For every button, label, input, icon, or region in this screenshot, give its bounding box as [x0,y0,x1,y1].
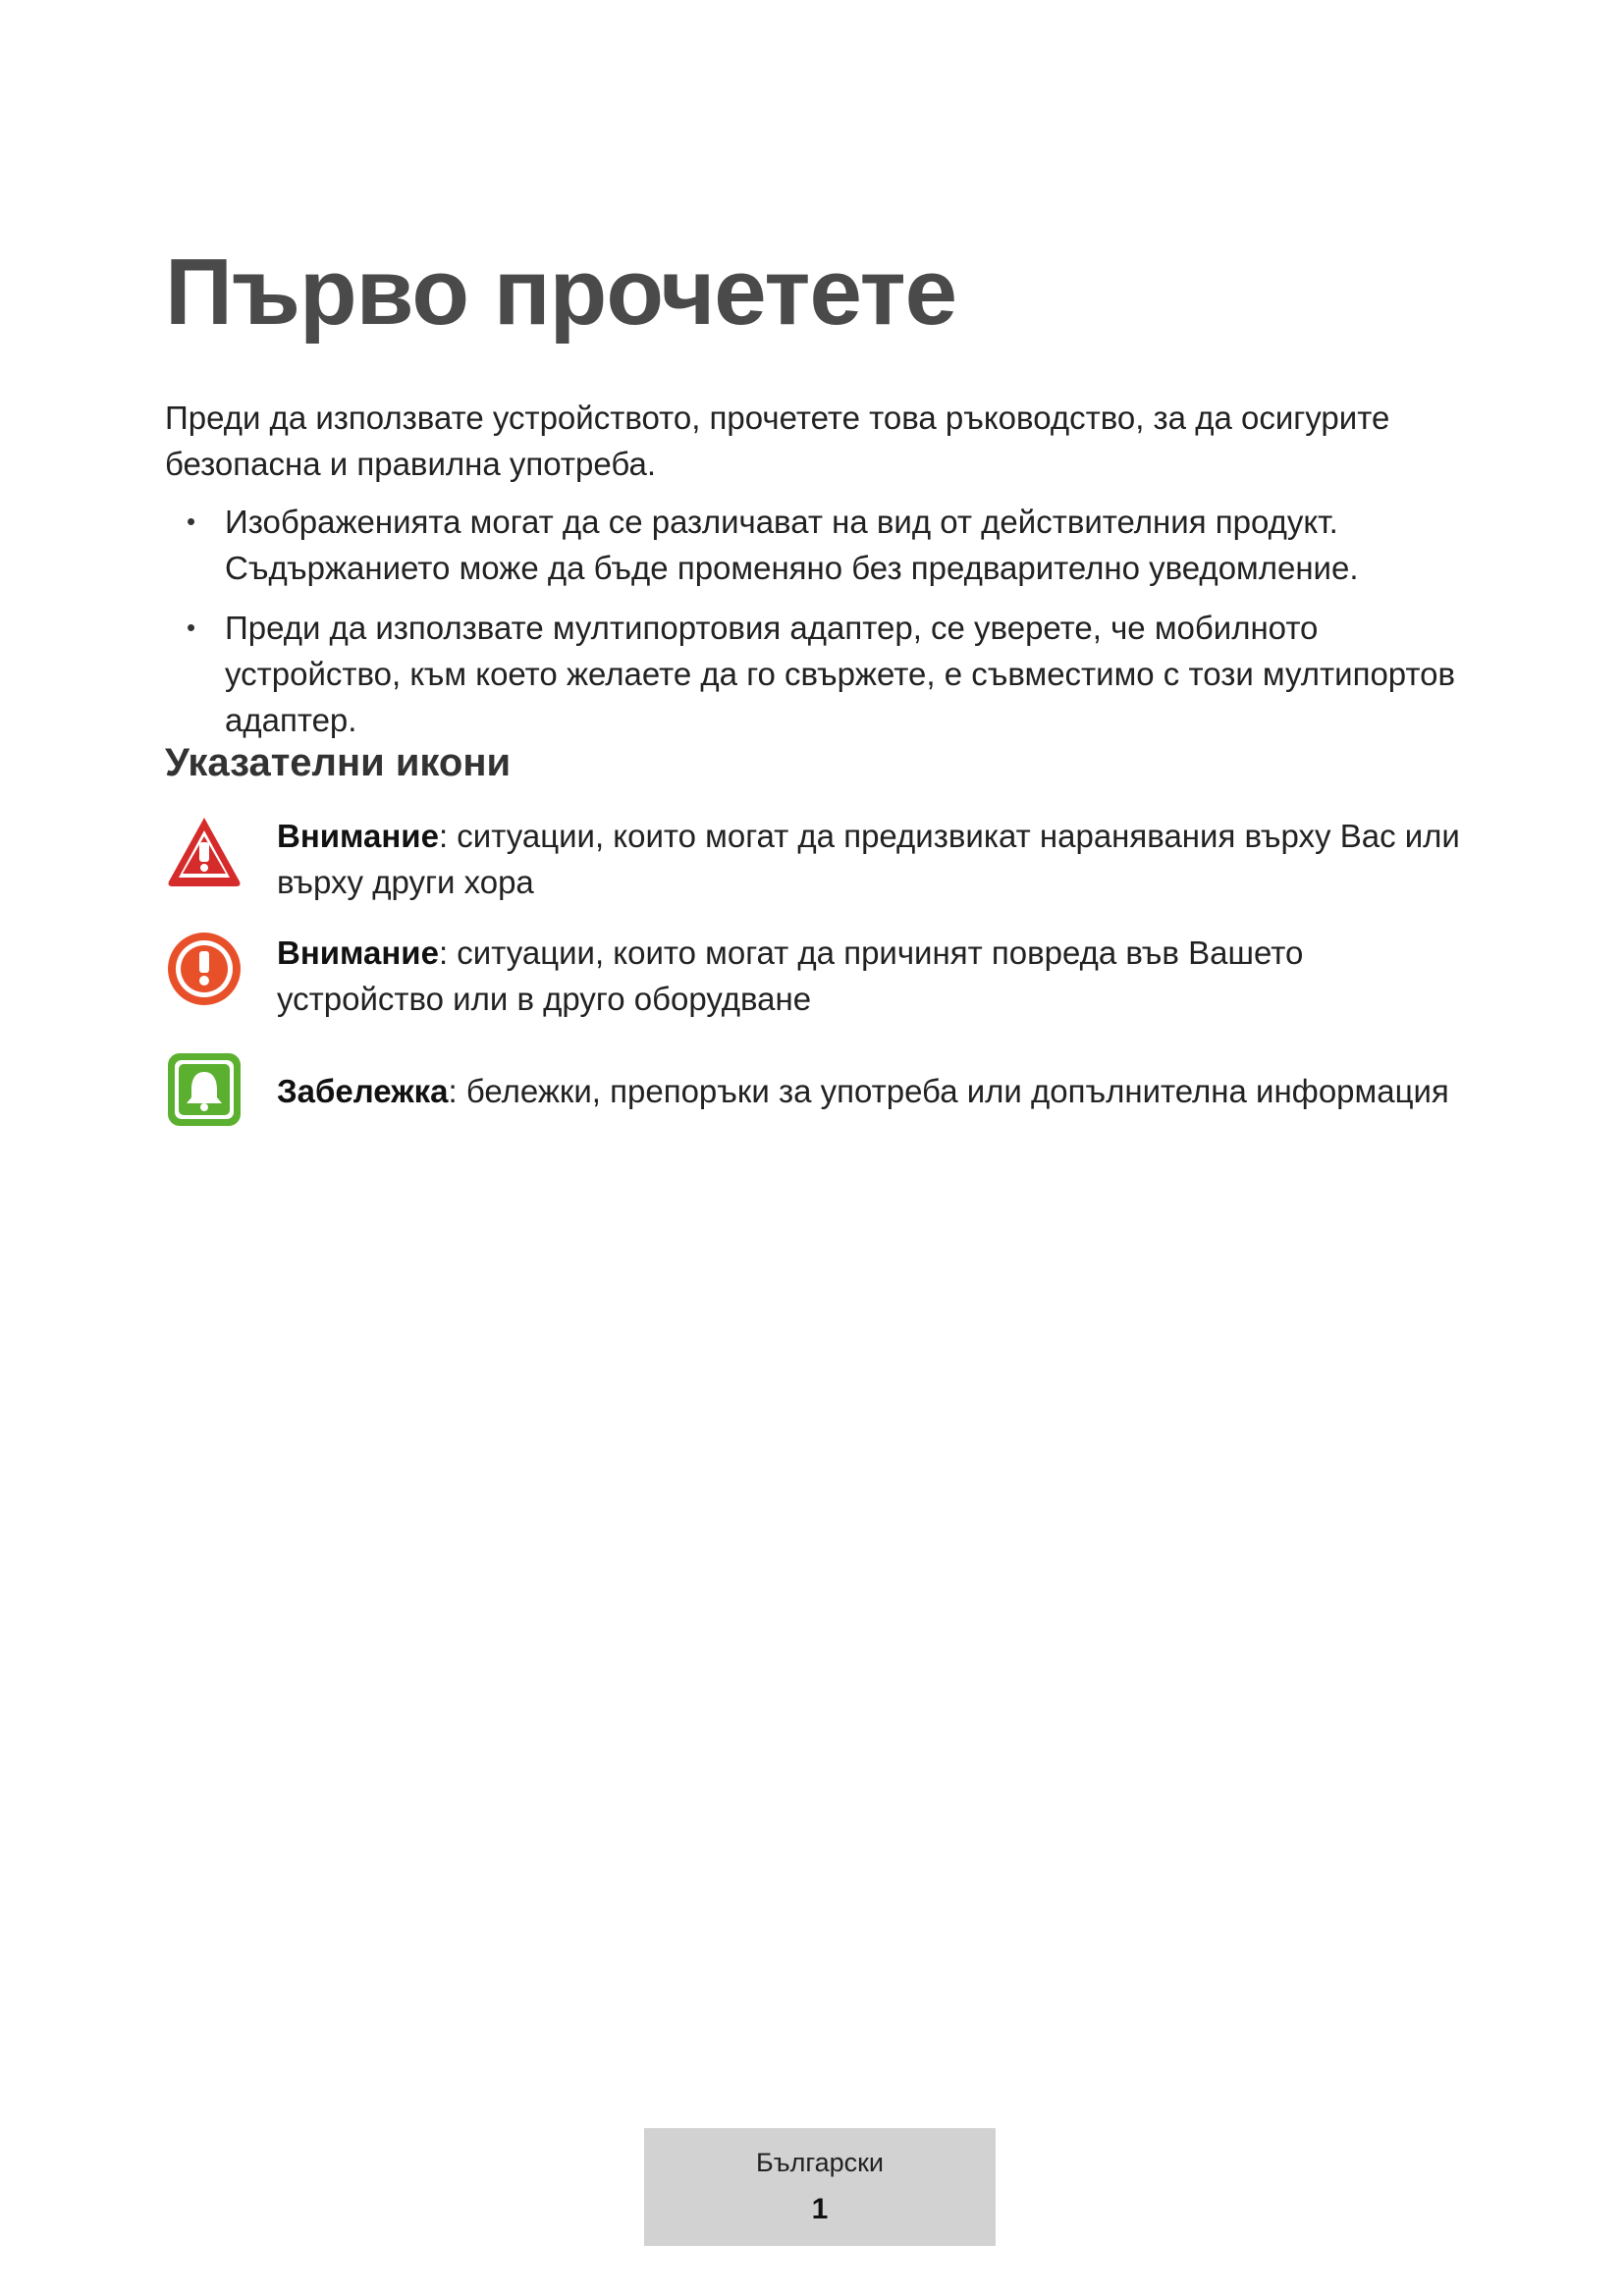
icon-legend-text [277,930,1475,1022]
bullet-text: Изображенията могат да се различават на вид от действителния продукт. Съдържанието може да бъде променяно без предварително уведомление. [225,504,1359,586]
icon-legend-text [277,813,1475,905]
icon-legend-term: Внимание [277,818,439,854]
page-number: 1 [811,2193,829,2225]
intro-paragraph: Преди да използвате устройството, прочетете това ръководство, за да осигурите безопасна и правилна употреба. [165,400,1390,482]
note-bell-icon [165,1050,244,1129]
caution-circle-icon [165,930,244,1008]
icon-legend-description: : ситуации, които могат да причинят повреда във Вашето устройство или в друго оборудване [277,934,1304,1017]
icon-legend-description: : ситуации, които могат да предизвикат наранявания върху Вас или върху други хора [277,818,1460,900]
page-footer [644,2128,996,2246]
list-item [165,499,1481,591]
warning-triangle-icon [165,813,244,891]
bullet-text: Преди да използвате мултипортовия адаптер, се уверете, че мобилното устройство, към което желаете да го свържете, е съвместимо с този мултипортов адаптер. [225,610,1456,738]
bullet-list [165,499,1481,757]
icon-legend-term: Внимание [277,934,439,971]
icon-legend-description: : бележки, препоръки за употреба или допълнителна информация [448,1073,1449,1109]
page-title: Първо прочетете [165,240,956,345]
bullet-dot-icon: • [187,507,196,536]
section-heading: Указателни икони [165,741,512,784]
icon-legend-term: Забележка [277,1073,449,1109]
footer-language: Български [755,2148,885,2177]
list-item [165,605,1481,743]
bullet-dot-icon: • [187,613,196,642]
icon-legend-text [277,1068,1475,1114]
